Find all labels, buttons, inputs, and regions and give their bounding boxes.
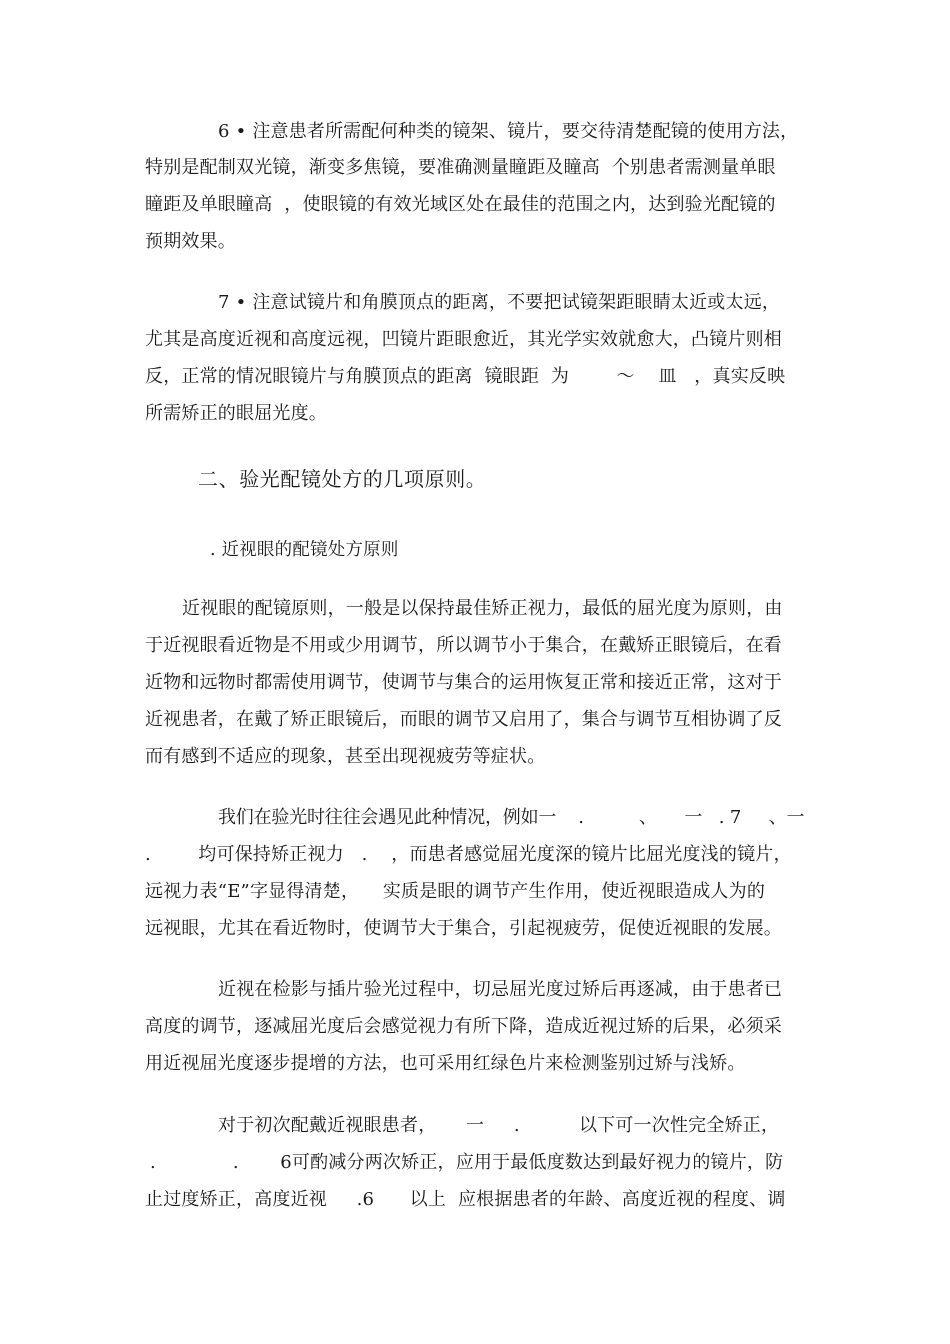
example-paragraph-line-1: 我们在验光时往往会遇见此种情况，例如一 . 、 一 . 7 、一 [218, 807, 805, 828]
myopia-paragraph-line-1: 近视眼的配镜原则，一般是以保持最佳矫正视力，最低的屈光度为原则，由 [182, 598, 783, 619]
myopia-paragraph-line-5: 而有感到不适应的现象，甚至出现视疲劳等症状。 [145, 746, 546, 767]
retinoscopy-paragraph-line-2: 高度的调节，逐减屈光度后会感觉视力有所下降，造成近视过矫的后果，必须采 [145, 1016, 782, 1037]
myopia-paragraph-line-4: 近视患者，在戴了矫正眼镜后，而眼的调节又启用了，集合与调节互相协调了反 [145, 709, 782, 730]
paragraph-7-line-1: 7 • 注意试镜片和角膜顶点的距离，不要把试镜架距眼睛太近或太远， [218, 292, 781, 313]
first-time-paragraph-line-3: 止过度矫正，高度近视 .6 以上 应根据患者的年龄、高度近视的程度、调 [145, 1189, 786, 1210]
first-time-paragraph-line-1: 对于初次配戴近视眼患者， 一 . 以下可一次性完全矫正， [218, 1115, 780, 1136]
example-paragraph-line-4: 远视眼，尤其在看近物时，使调节大于集合，引起视疲劳，促使近视眼的发展。 [145, 918, 782, 939]
paragraph-7-line-2: 尤其是高度近视和高度远视，凹镜片距眼愈近，其光学实效就愈大，凸镜片则相 [145, 329, 782, 350]
myopia-paragraph-line-3: 近物和远物时都需使用调节，使调节与集合的运用恢复正常和接近正常，这对于 [145, 672, 782, 693]
subsection-heading: . 近视眼的配镜处方原则 [210, 540, 399, 560]
example-paragraph-line-3: 远视力表“E”字显得清楚， 实质是眼的调节产生作用，使近视眼造成人为的 [145, 881, 766, 902]
first-time-paragraph-line-2: . . 6可酌减分两次矫正，应用于最低度数达到最好视力的镜片，防 [150, 1152, 784, 1173]
paragraph-6-line-4: 预期效果。 [145, 231, 236, 252]
section-heading: 二、验光配镜处方的几项原则。 [198, 467, 487, 491]
example-paragraph-line-2: . 均可保持矫正视力 . ，而患者感觉屈光度深的镜片比屈光度浅的镜片， [145, 844, 792, 865]
paragraph-7-line-3: 反，正常的情况眼镜片与角膜顶点的距离 镜眼距 为 ～ 皿 ，真实反映 [145, 366, 786, 387]
paragraph-7-line-4: 所需矫正的眼屈光度。 [145, 403, 327, 424]
paragraph-6-line-3: 瞳距及单眼瞳高 ，使眼镜的有效光域区处在最佳的范围之内，达到验光配镜的 [145, 194, 776, 215]
paragraph-6-line-1: 6 • 注意患者所需配何种类的镜架、镜片，要交待清楚配镜的使用方法， [218, 121, 799, 142]
myopia-paragraph-line-2: 于近视眼看近物是不用或少用调节，所以调节小于集合，在戴矫正眼镜后，在看 [145, 635, 782, 656]
retinoscopy-paragraph-line-1: 近视在检影与插片验光过程中，切忌屈光度过矫后再逐减，由于患者已 [218, 979, 783, 1000]
paragraph-6-line-2: 特别是配制双光镜，渐变多焦镜，要准确测量瞳距及瞳高 个别患者需测量单眼 [145, 157, 776, 178]
retinoscopy-paragraph-line-3: 用近视屈光度逐步提增的方法，也可采用红绿色片来检测鉴别过矫与浅矫。 [145, 1053, 746, 1074]
